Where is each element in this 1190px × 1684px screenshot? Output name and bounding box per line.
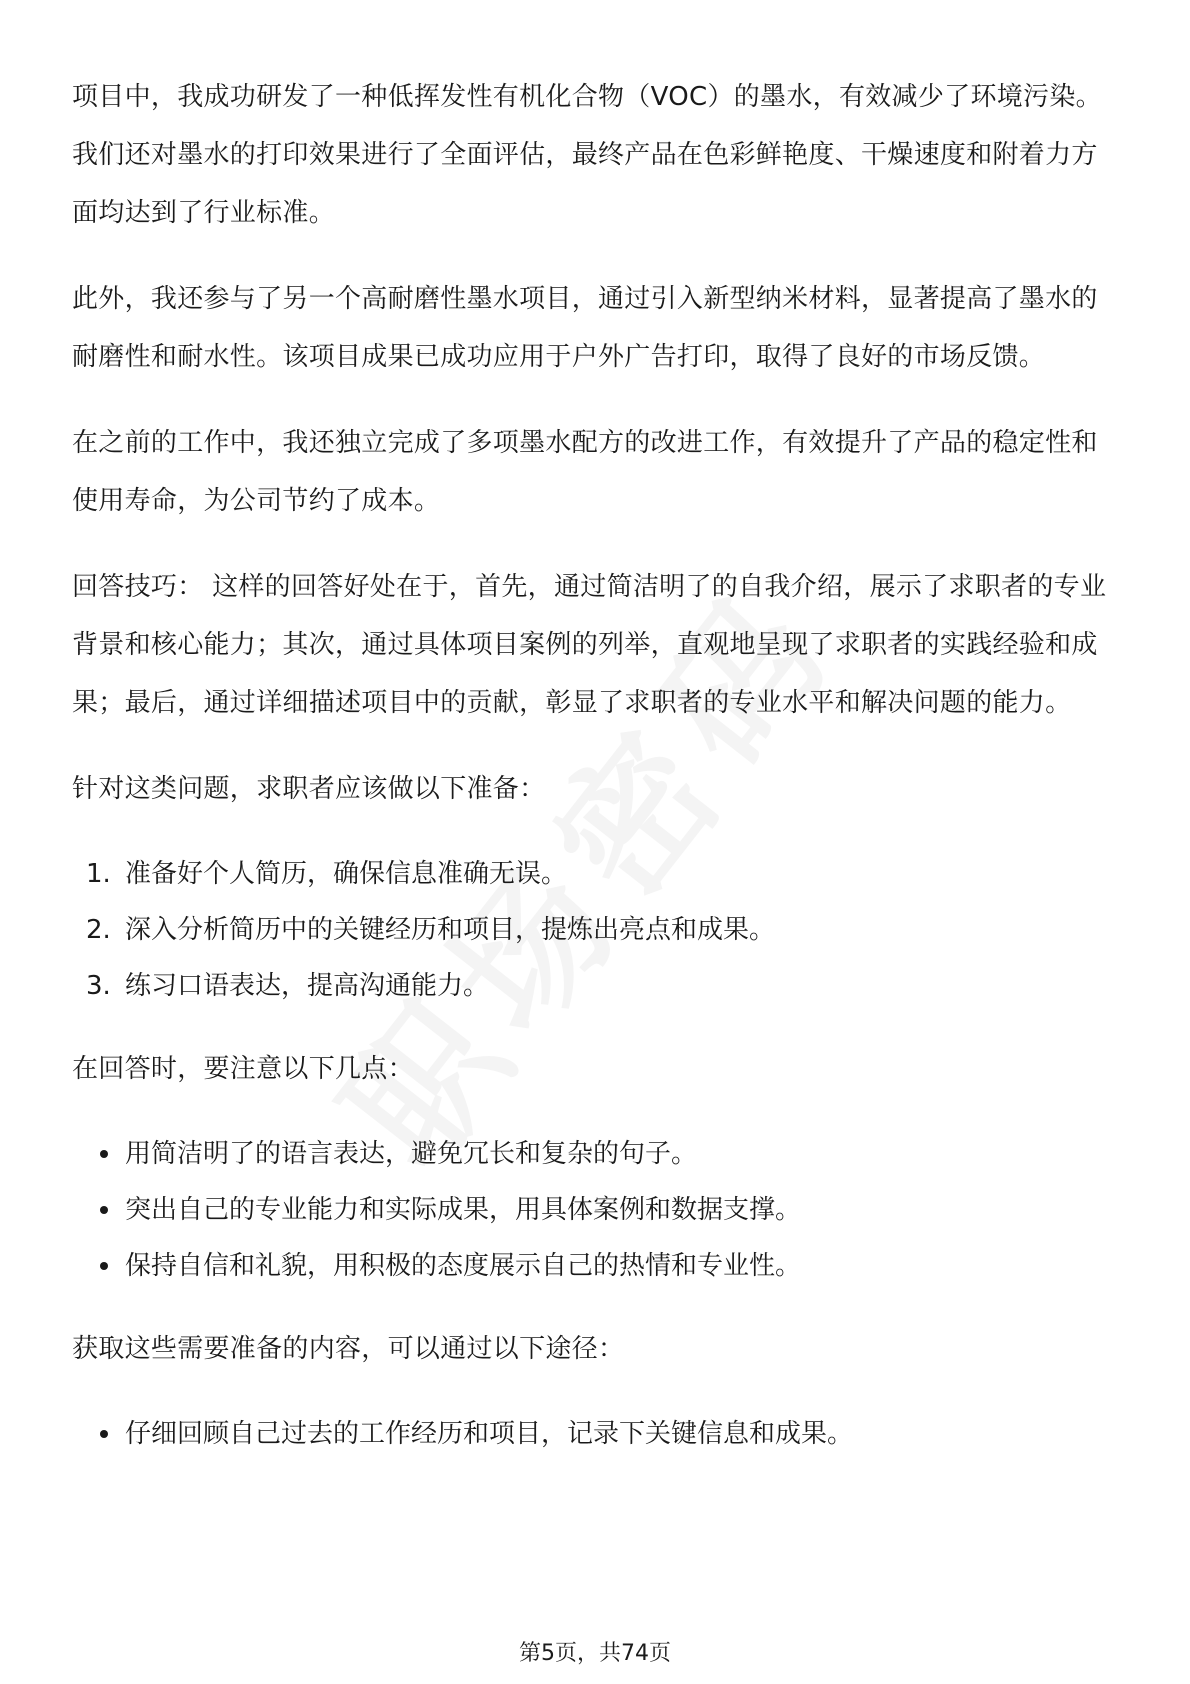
list-item-text: 练习口语表达，提高沟通能力。 (125, 971, 490, 1001)
list-item (72, 902, 1122, 958)
paragraph-notice-intro: 在回答时，要注意以下几点： (72, 1054, 414, 1084)
list-item-text: 准备好个人简历，确保信息准确无误。 (125, 859, 568, 889)
list-item (72, 958, 1122, 1014)
list-item-text: 突出自己的专业能力和实际成果，用具体案例和数据支撑。 (125, 1195, 802, 1225)
paragraph-project-voc: 项目中，我成功研发了一种低挥发性有机化合物（VOC）的墨水，有效减少了环境污染。我们还对墨水的打印效果进行了全面评估，最终产品在色彩鲜艳度、干燥速度和附着力方面均达到了行业标准。 (72, 82, 1102, 228)
paragraph-preparation-intro: 针对这类问题，求职者应该做以下准备： (72, 774, 546, 804)
list-item (72, 846, 1122, 902)
paragraph-formula-improvement: 在之前的工作中，我还独立完成了多项墨水配方的改进工作，有效提升了产品的稳定性和使用寿命，为公司节约了成本。 (72, 428, 1098, 516)
list-number: 3. (86, 971, 111, 1001)
list-number: 2. (86, 915, 111, 945)
list-item (72, 1126, 1122, 1182)
bullet-icon (100, 1430, 108, 1438)
list-item (72, 1182, 1122, 1238)
paragraph-answer-tips: 回答技巧： 这样的回答好处在于，首先，通过简洁明了的自我介绍，展示了求职者的专业背景和核心能力；其次，通过具体项目案例的列举，直观地呈现了求职者的实践经验和成果；最后，通过详细描述项目中的贡献，彰显了求职者的专业水平和解决问题的能力。 (72, 572, 1107, 718)
list-number: 1. (86, 859, 111, 889)
bullet-icon (100, 1262, 108, 1270)
bullet-icon (100, 1206, 108, 1214)
list-item (72, 1238, 1122, 1294)
list-item-text: 深入分析简历中的关键经历和项目，提炼出亮点和成果。 (125, 915, 776, 945)
notice-list (72, 1126, 1122, 1294)
preparation-list (72, 846, 1122, 1014)
page-number: 第5页，共74页 (519, 1641, 671, 1666)
source-list (72, 1406, 1122, 1462)
document-body (72, 68, 1122, 1488)
list-item-text: 保持自信和礼貌，用积极的态度展示自己的热情和专业性。 (125, 1251, 802, 1281)
paragraph-wear-resistant-project: 此外，我还参与了另一个高耐磨性墨水项目，通过引入新型纳米材料，显著提高了墨水的耐磨性和耐水性。该项目成果已成功应用于户外广告打印，取得了良好的市场反馈。 (72, 284, 1098, 372)
list-item-text: 用简洁明了的语言表达，避免冗长和复杂的句子。 (125, 1139, 698, 1169)
paragraph-source-intro: 获取这些需要准备的内容，可以通过以下途径： (72, 1334, 625, 1364)
list-item-text: 仔细回顾自己过去的工作经历和项目，记录下关键信息和成果。 (125, 1419, 854, 1449)
list-item (72, 1406, 1122, 1462)
bullet-icon (100, 1150, 108, 1158)
